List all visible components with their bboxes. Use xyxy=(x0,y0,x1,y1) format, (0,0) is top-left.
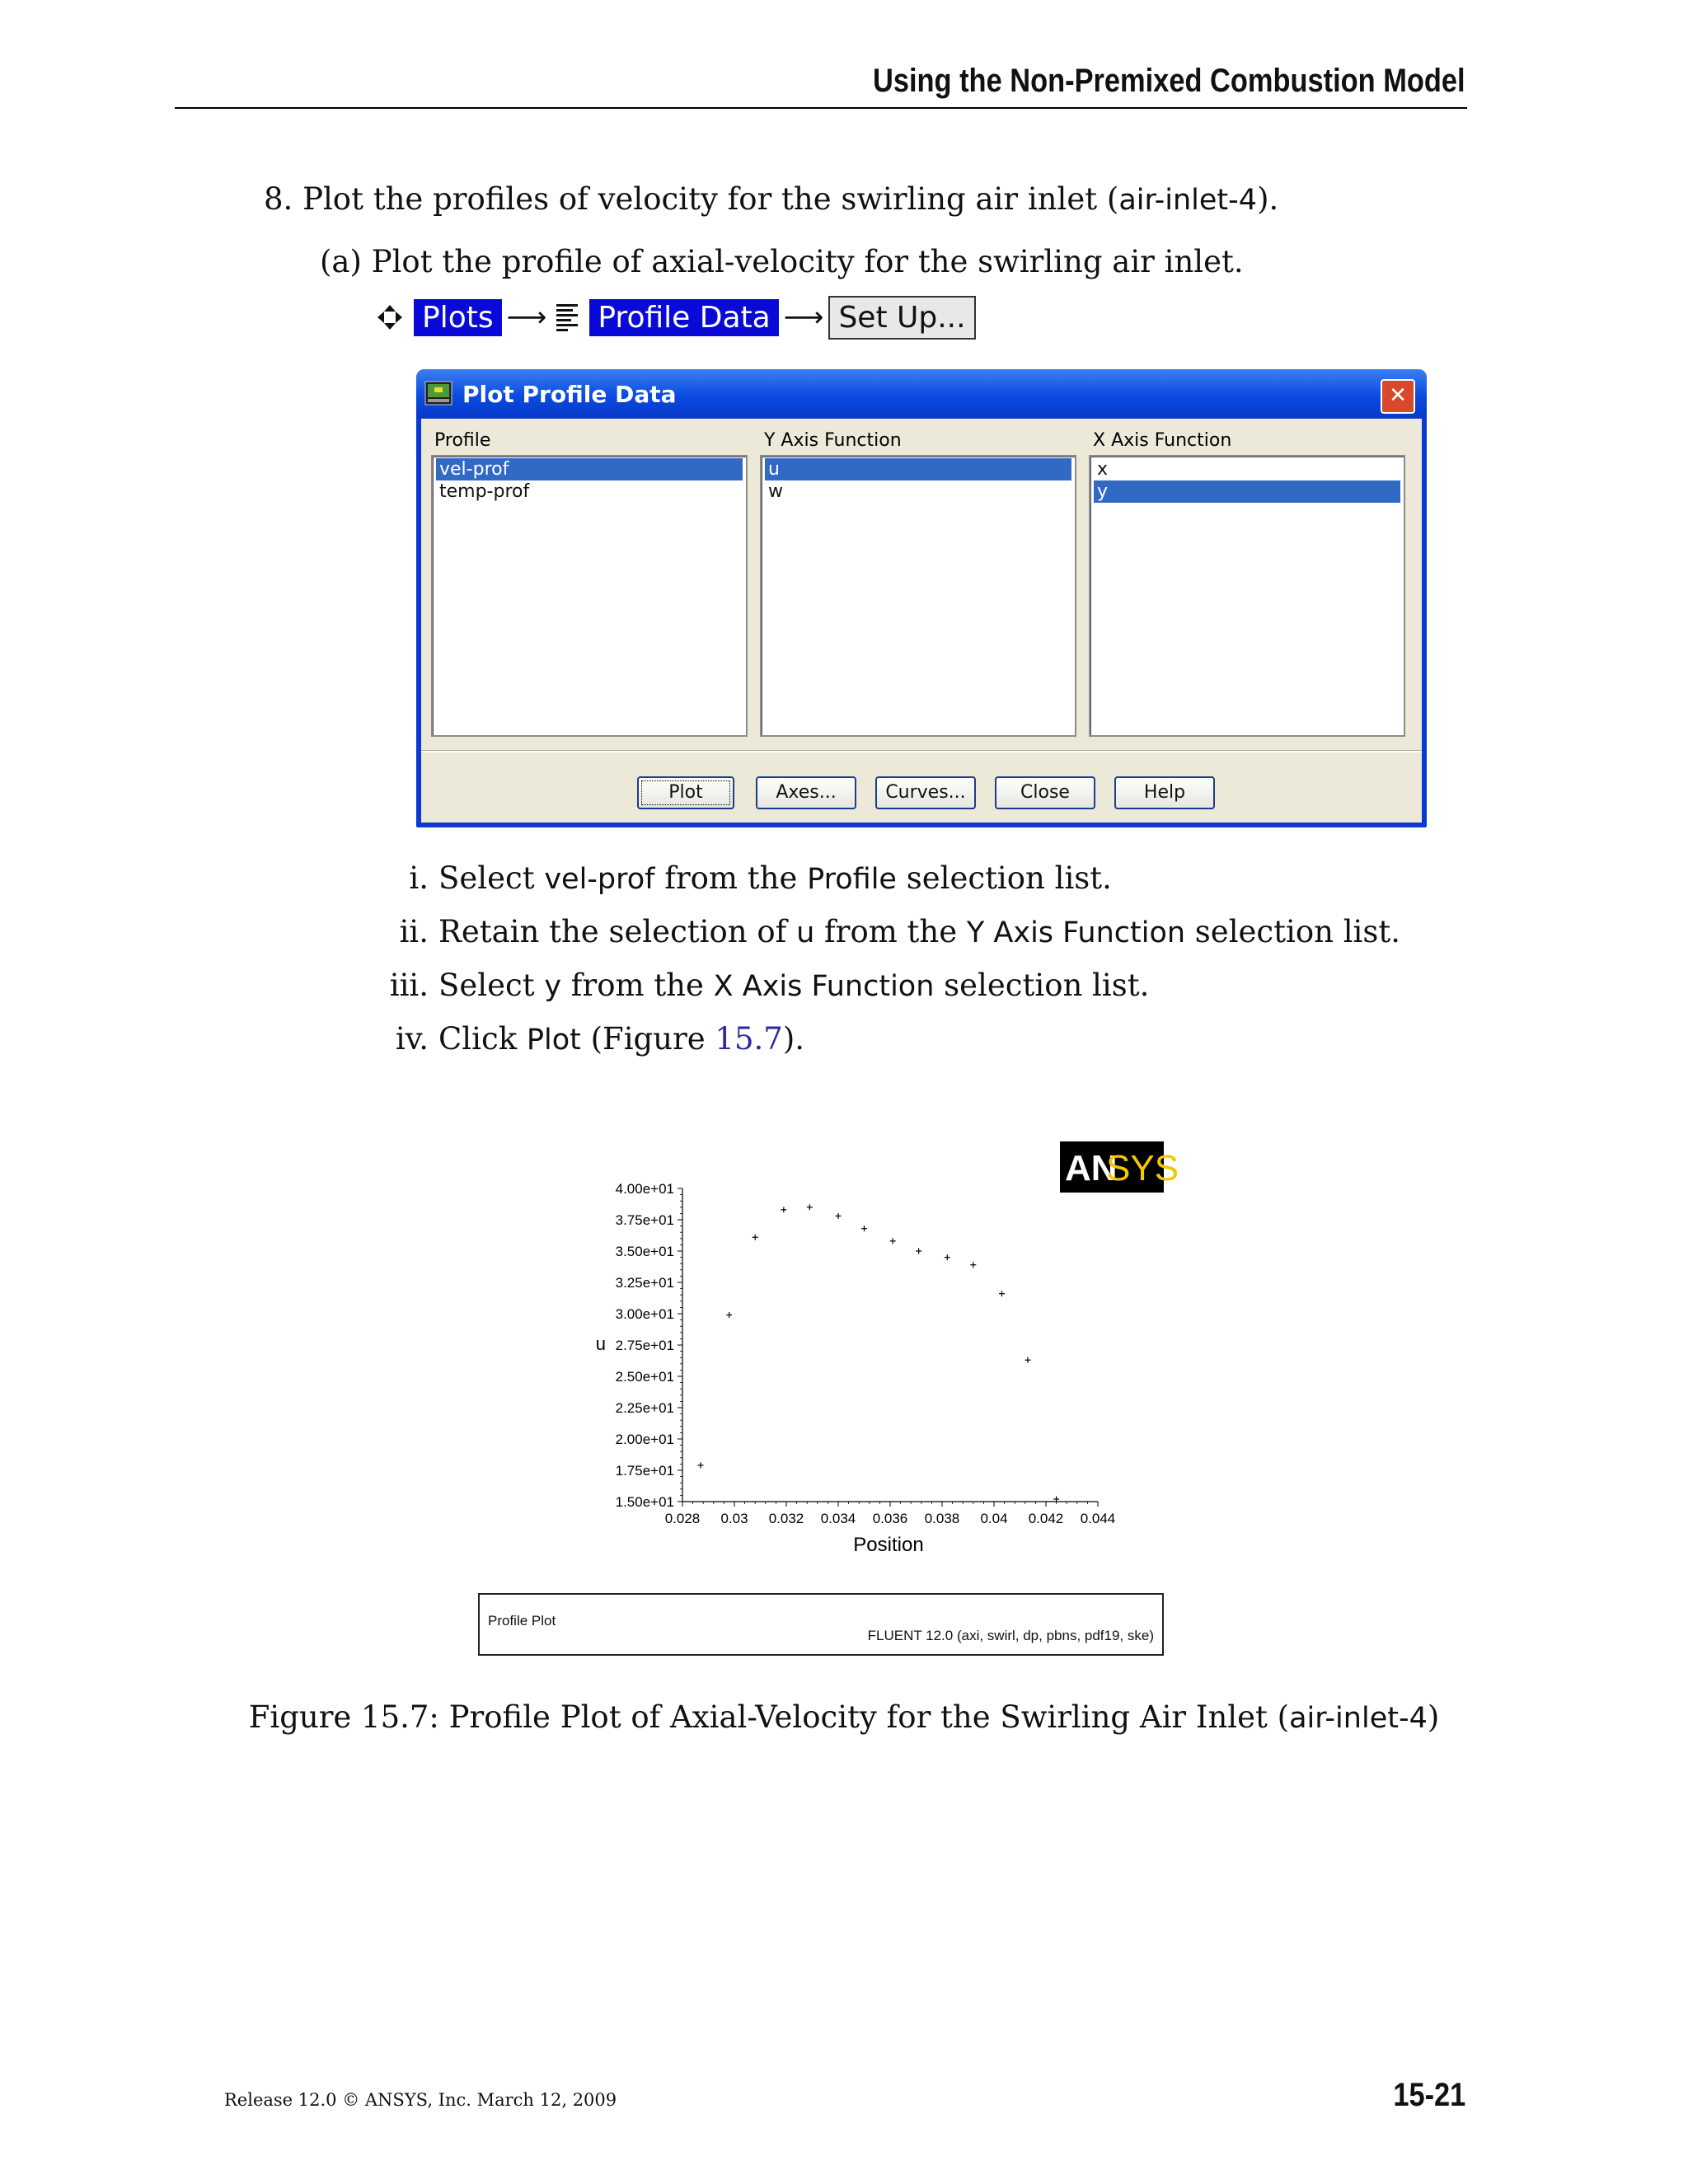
substep-text: from the xyxy=(814,914,967,949)
y-tick-label: 3.25e+01 xyxy=(615,1275,674,1291)
step-text-end: ). xyxy=(1257,181,1279,217)
dialog-separator xyxy=(421,750,1422,752)
ui-term: air-inlet-4 xyxy=(1289,1702,1428,1735)
x-axis-function-label: X Axis Function xyxy=(1093,430,1232,451)
help-button[interactable]: Help xyxy=(1114,776,1215,809)
data-point xyxy=(999,1291,1005,1296)
ui-term: vel-prof xyxy=(544,863,655,896)
plot-button[interactable]: Plot xyxy=(637,776,734,809)
data-point xyxy=(807,1204,813,1210)
substep-number: iii. xyxy=(389,968,429,1003)
ui-term: X Axis Function xyxy=(713,970,935,1003)
footer-release: Release 12.0 © ANSYS, Inc. March 12, 2009 xyxy=(224,2090,617,2110)
step-a-text: Plot the profile of axial-velocity for the swirling air inlet. xyxy=(371,244,1244,279)
list-item-temp-prof[interactable]: temp-prof xyxy=(439,481,530,502)
substep-i xyxy=(363,859,1112,899)
list-item-vel-prof[interactable]: vel-prof xyxy=(436,458,743,480)
y-tick-label: 1.75e+01 xyxy=(615,1463,674,1479)
y-tick-label: 4.00e+01 xyxy=(615,1181,674,1197)
x-tick-label: 0.032 xyxy=(768,1511,804,1526)
setup-button[interactable]: Set Up... xyxy=(828,296,975,340)
y-axis-function-list[interactable] xyxy=(760,455,1076,737)
substep-number: ii. xyxy=(399,914,429,949)
substep-number: i. xyxy=(409,860,429,896)
menu-arrow-2: ⟶ xyxy=(783,301,824,334)
substep-text: ). xyxy=(782,1021,805,1057)
x-tick-label: 0.044 xyxy=(1080,1511,1116,1526)
substep-text: Select xyxy=(438,860,545,896)
y-tick-label: 2.50e+01 xyxy=(615,1369,674,1385)
running-head: Using the Non-Premixed Combustion Model xyxy=(873,63,1465,99)
substep-iii xyxy=(363,966,1149,1006)
substep-text: Click xyxy=(438,1021,527,1057)
y-tick-label: 2.25e+01 xyxy=(615,1400,674,1416)
data-point xyxy=(753,1235,758,1240)
data-points xyxy=(698,1204,1060,1502)
x-tick-label: 0.034 xyxy=(820,1511,856,1526)
figure-link[interactable]: 15.7 xyxy=(715,1021,783,1057)
x-tick-label: 0.03 xyxy=(720,1511,748,1526)
substep-ii xyxy=(363,912,1400,953)
ui-term: Y Axis Function xyxy=(966,916,1186,949)
step-a xyxy=(320,242,1244,282)
substep-text: Retain the selection of xyxy=(438,914,797,949)
dialog-body xyxy=(421,419,1422,823)
data-point xyxy=(781,1207,786,1212)
x-tick-label: 0.038 xyxy=(924,1511,960,1526)
y-axis-function-label: Y Axis Function xyxy=(764,430,902,451)
profile-plot-chart xyxy=(478,1129,1187,1566)
data-point xyxy=(698,1462,704,1468)
substep-text: from the xyxy=(654,860,808,896)
x-tick-label: 0.042 xyxy=(1028,1511,1064,1526)
caption-close: ) xyxy=(1427,1699,1440,1735)
curves-button[interactable]: Curves... xyxy=(875,776,976,809)
data-point xyxy=(890,1238,896,1244)
plot-profile-dialog xyxy=(416,369,1427,827)
data-point xyxy=(1025,1357,1030,1363)
x-tick-label: 0.028 xyxy=(664,1511,701,1526)
substep-text: Select xyxy=(438,968,545,1003)
close-button[interactable]: Close xyxy=(995,776,1095,809)
list-item-u[interactable]: u xyxy=(765,458,1071,480)
x-axis-function-list[interactable] xyxy=(1089,455,1405,737)
y-tick-label: 3.00e+01 xyxy=(615,1306,674,1322)
x-axis-label: Position xyxy=(853,1534,924,1556)
step-a-label: (a) xyxy=(320,244,362,279)
profile-plot-label: Profile Plot xyxy=(488,1613,556,1629)
ui-term: u xyxy=(796,916,815,949)
y-tick-label: 3.75e+01 xyxy=(615,1212,674,1228)
dialog-titlebar xyxy=(416,369,1427,419)
list-item-w[interactable]: w xyxy=(768,481,783,502)
header-rule xyxy=(175,107,1467,109)
data-point xyxy=(916,1249,921,1254)
ui-term: y xyxy=(544,970,562,1003)
y-tick-labels xyxy=(616,1181,674,1510)
axes-button[interactable]: Axes... xyxy=(756,776,856,809)
step-text: Plot the profiles of velocity for the swirling air inlet ( xyxy=(302,181,1119,217)
step-8 xyxy=(264,180,1278,220)
logo-text-sys: SYS xyxy=(1106,1148,1179,1188)
dialog-title: Plot Profile Data xyxy=(462,381,677,408)
y-tick-label: 3.50e+01 xyxy=(615,1244,674,1259)
list-item-y[interactable]: y xyxy=(1094,480,1400,503)
data-point xyxy=(970,1262,976,1268)
fluent-version-label: FLUENT 12.0 (axi, swirl, dp, pbns, pdf19, ske) xyxy=(867,1628,1154,1643)
substep-text: from the xyxy=(561,968,714,1003)
crosshair-arrows-icon xyxy=(376,303,404,331)
page-number: 15-21 xyxy=(1393,2077,1465,2113)
substep-text: selection list. xyxy=(1185,914,1400,949)
y-tick-label: 2.75e+01 xyxy=(615,1338,674,1353)
figure-info-panel xyxy=(478,1593,1164,1656)
fluent-app-icon xyxy=(424,381,452,405)
ansys-logo xyxy=(1060,1141,1179,1193)
caption-text: Figure 15.7: Profile Plot of Axial-Velocity for the Swirling Air Inlet ( xyxy=(248,1699,1290,1735)
close-icon[interactable]: ✕ xyxy=(1381,379,1415,414)
data-point xyxy=(836,1213,842,1219)
y-axis-label: u xyxy=(595,1333,606,1354)
data-point xyxy=(945,1254,950,1260)
figure-caption xyxy=(0,1699,1688,1735)
x-tick-label: 0.036 xyxy=(872,1511,908,1526)
menu-profile-data[interactable]: Profile Data xyxy=(589,299,778,336)
substep-text: (Figure xyxy=(580,1021,715,1057)
step-number: 8. xyxy=(264,181,293,217)
chart-axes xyxy=(678,1188,1098,1507)
ui-term: Profile xyxy=(807,863,897,896)
substep-iv xyxy=(363,1019,804,1060)
y-tick-label: 2.00e+01 xyxy=(615,1432,674,1447)
ui-term: Plot xyxy=(526,1024,581,1057)
substep-text: selection list. xyxy=(934,968,1150,1003)
substep-number: iv. xyxy=(395,1021,429,1057)
data-point xyxy=(726,1312,732,1318)
menu-arrow: ⟶ xyxy=(506,301,547,334)
profile-list-icon xyxy=(555,302,579,332)
logo-text-an: AN xyxy=(1065,1148,1118,1188)
menu-plots[interactable]: Plots xyxy=(414,299,502,336)
profile-label: Profile xyxy=(434,430,491,451)
y-tick-label: 1.50e+01 xyxy=(615,1494,674,1510)
list-item-x[interactable]: x xyxy=(1097,459,1109,480)
profile-list[interactable] xyxy=(431,455,748,737)
x-tick-labels xyxy=(665,1511,1116,1526)
data-point xyxy=(861,1226,867,1231)
substep-text: selection list. xyxy=(896,860,1112,896)
menu-path xyxy=(376,294,976,340)
ui-term: air-inlet-4 xyxy=(1118,184,1258,217)
x-tick-label: 0.04 xyxy=(980,1511,1008,1526)
